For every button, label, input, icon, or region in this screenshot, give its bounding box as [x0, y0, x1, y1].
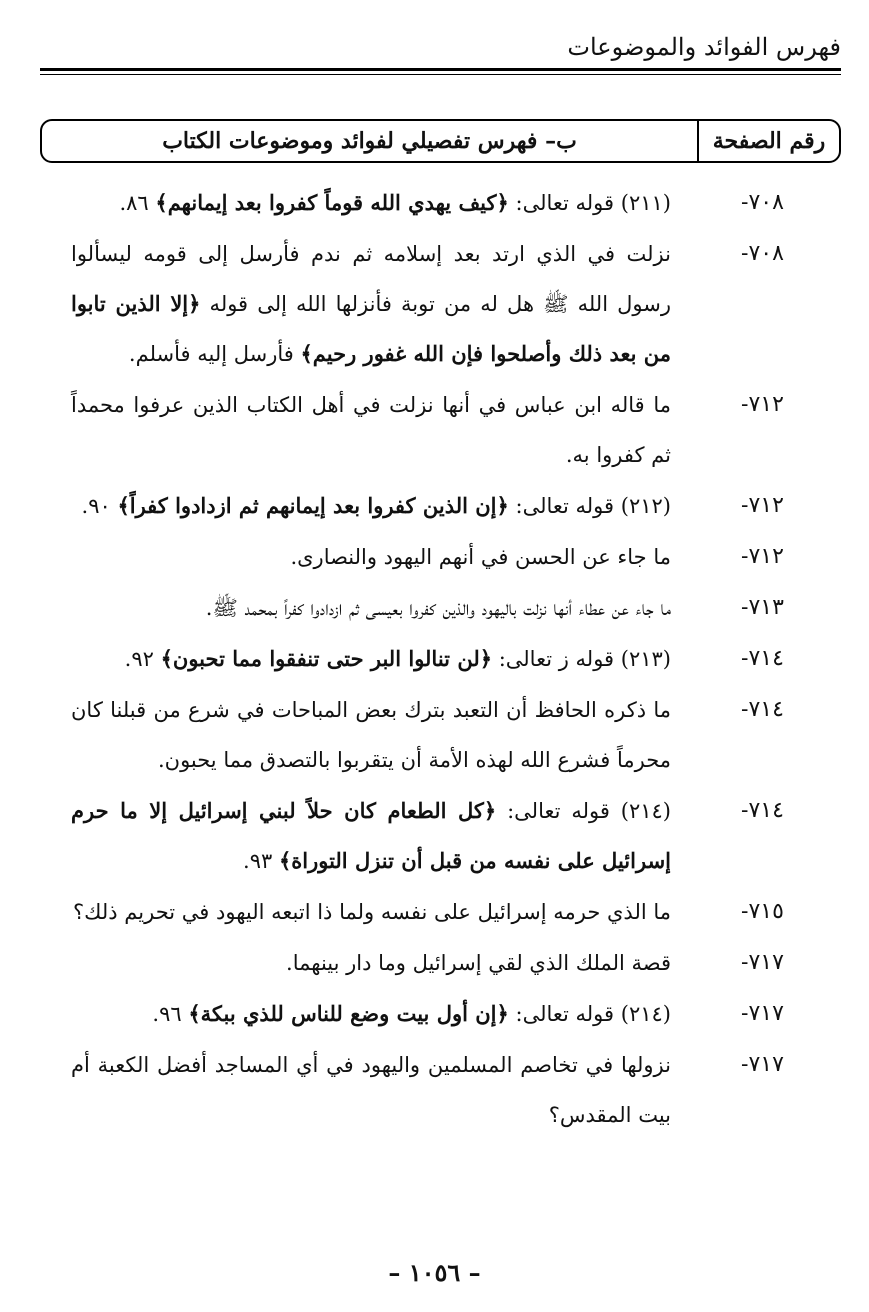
index-entry [45, 887, 841, 937]
entry-text: (٢١١) قوله تعالى: ﴿كيف يهدي الله قوماً كفروا بعد إيمانهم﴾ ٨٦. [119, 190, 671, 215]
quran-quote: ﴿كل الطعام كان حلاً لبني إسرائيل إلا ما حرم إسرائيل على نفسه من قبل أن تنزل التوراة﴾ [71, 798, 671, 873]
entry-page-number: ٧١٤- [741, 798, 784, 823]
entry-text: ما جاء عن عطاء أنها نزلت باليهود والذين كفروا بعيسى ثم ازدادوا كفراً بمحمد ﷺ. [205, 596, 671, 620]
entry-page-number: ٧١٢- [741, 493, 784, 518]
entry-page-number: ٧١٧- [741, 950, 784, 975]
index-entry [45, 380, 841, 480]
entry-text: (٢١٣) قوله ز تعالى: ﴿لن تنالوا البر حتى تنفقوا مما تحبون﴾ ٩٢. [124, 646, 671, 671]
entry-page-number: ٧١٣- [741, 595, 784, 620]
quran-quote: ﴿إلا الذين تابوا من بعد ذلك وأصلحوا فإن الله غفور رحيم﴾ [71, 291, 671, 366]
entry-page-number: ٧١٤- [741, 697, 784, 722]
index-entry [45, 634, 841, 684]
entry-text: ما الذي حرمه إسرائيل على نفسه ولما ذا اتبعه اليهود في تحريم ذلك؟ [73, 900, 671, 924]
entry-page-number: ٧١٥- [741, 899, 784, 924]
entry-page-number: ٧١٧- [741, 1052, 784, 1077]
index-title: ب– فهرس تفصيلي لفوائد وموضوعات الكتاب [162, 128, 577, 154]
entry-text: (٢١٤) قوله تعالى: ﴿إن أول بيت وضع للناس للذي ببكة﴾ ٩٦. [152, 1001, 671, 1026]
entry-page-number: ٧١٢- [741, 392, 784, 417]
index-entry [45, 938, 841, 988]
entry-text: قصة الملك الذي لقي إسرائيل وما دار بينهما. [286, 951, 671, 975]
quran-quote: ﴿إن الذين كفروا بعد إيمانهم ثم ازدادوا كفراً﴾ [117, 493, 509, 518]
index-entries [45, 178, 841, 1141]
index-entry [45, 178, 841, 228]
entry-page-number: ٧١٧- [741, 1001, 784, 1026]
page-number-footer: – ١٠٥٦ – [388, 1258, 481, 1287]
index-entry [45, 229, 841, 379]
page-column-header: رقم الصفحة [697, 121, 839, 161]
entry-text: ما جاء عن الحسن في أنهم اليهود والنصارى. [290, 545, 671, 569]
index-header-box [40, 119, 841, 163]
entry-page-number: ٧١٤- [741, 646, 784, 671]
entry-text: نزلت في الذي ارتد بعد إسلامه ثم ندم فأرسل إلى قومه ليسألوا رسول الله ﷺ هل له من توبة فأنزلها الله إلى قوله ﴿إلا الذين تابوا من بعد ذلك وأصلحوا فإن الله غفور رحيم﴾ فأرسل إليه فأسلم. [71, 242, 671, 366]
index-entry [45, 786, 841, 886]
quran-quote: ﴿كيف يهدي الله قوماً كفروا بعد إيمانهم﴾ [155, 190, 509, 215]
entry-page-number: ٧٠٨- [741, 241, 784, 266]
index-entry [45, 481, 841, 531]
index-entry [45, 685, 841, 785]
quran-quote: ﴿لن تنالوا البر حتى تنفقوا مما تحبون﴾ [160, 646, 493, 671]
entry-text: ما قاله ابن عباس في أنها نزلت في أهل الكتاب الذين عرفوا محمداً ثم كفروا به. [71, 393, 671, 467]
entry-page-number: ٧٠٨- [741, 190, 784, 215]
header-rule [40, 68, 841, 71]
entry-text: نزولها في تخاصم المسلمين واليهود في أي المساجد أفضل الكعبة أم بيت المقدس؟ [71, 1053, 671, 1127]
entry-text: (٢١٤) قوله تعالى: ﴿كل الطعام كان حلاً لبني إسرائيل إلا ما حرم إسرائيل على نفسه من قبل أن تنزل التوراة﴾ ٩٣. [71, 798, 671, 873]
index-entry [45, 989, 841, 1039]
running-head: فهرس الفوائد والموضوعات [567, 33, 841, 61]
entry-text: (٢١٢) قوله تعالى: ﴿إن الذين كفروا بعد إيمانهم ثم ازدادوا كفراً﴾ ٩٠. [81, 493, 671, 518]
index-entry [45, 583, 841, 633]
entry-page-number: ٧١٢- [741, 544, 784, 569]
index-entry [45, 1040, 841, 1140]
index-entry [45, 532, 841, 582]
entry-text: ما ذكره الحافظ أن التعبد بترك بعض المباحات في شرع من قبلنا كان محرماً فشرع الله لهذه الأمة أن يتقربوا بالتصدق مما يحبون. [71, 698, 671, 772]
quran-quote: ﴿إن أول بيت وضع للناس للذي ببكة﴾ [188, 1001, 509, 1026]
